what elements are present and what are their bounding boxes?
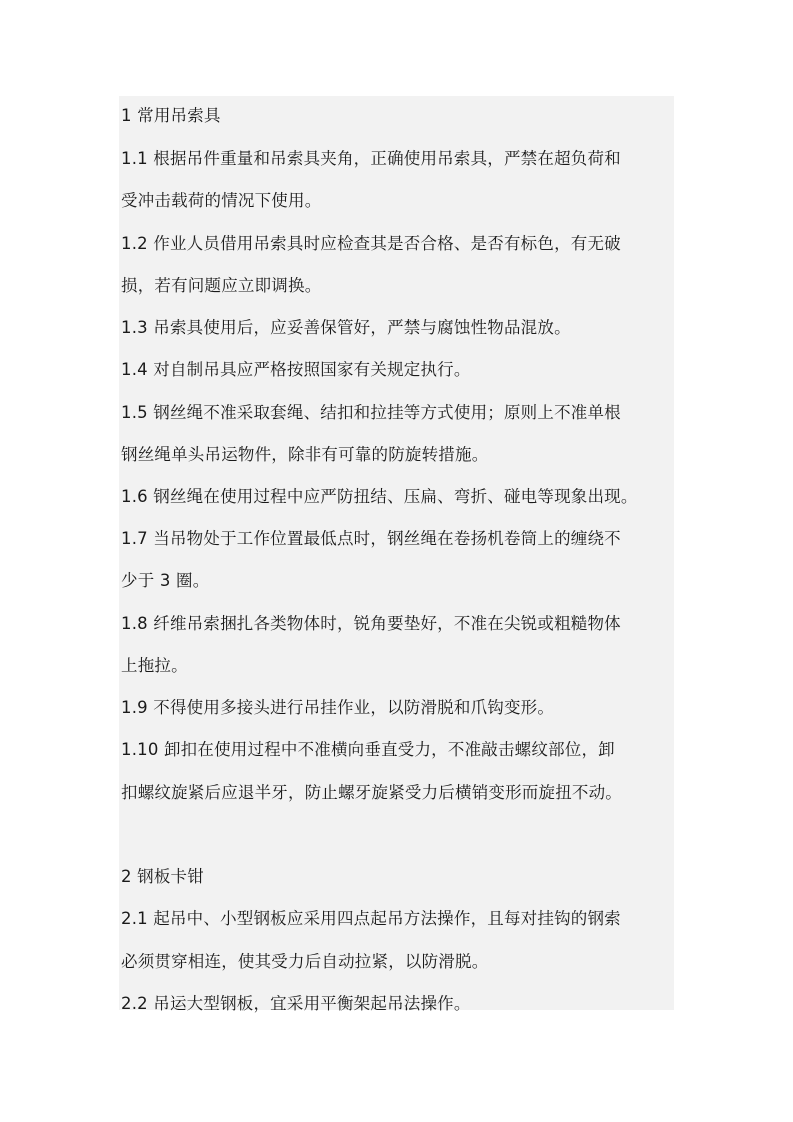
text-line-1-7b: 少于 3 圈。 [121, 571, 210, 590]
text-line-1-10b: 扣螺纹旋紧后应退半牙，防止螺牙旋紧受力后横销变形而旋扭不动。 [121, 783, 622, 802]
text-line-2-2: 2.2 吊运大型钢板，宜采用平衡架起吊法操作。 [121, 994, 471, 1013]
text-line-1-5b: 钢丝绳单头吊运物件，除非有可靠的防旋转措施。 [121, 445, 489, 464]
text-line-1-8a: 1.8 纤维吊索捆扎各类物体时，锐角要垫好，不准在尖锐或粗糙物体 [121, 614, 621, 633]
text-line-1-8b: 上拖拉。 [121, 656, 188, 675]
heading-section-1: 1 常用吊索具 [121, 106, 221, 125]
text-line-1-9: 1.9 不得使用多接头进行吊挂作业，以防滑脱和爪钩变形。 [121, 698, 555, 717]
text-line-2-1a: 2.1 起吊中、小型钢板应采用四点起吊方法操作，且每对挂钩的钢索 [121, 909, 621, 928]
text-line-2-1b: 必须贯穿相连，使其受力后自动拉紧，以防滑脱。 [121, 952, 489, 971]
text-line-1-3: 1.3 吊索具使用后，应妥善保管好，严禁与腐蚀性物品混放。 [121, 318, 571, 337]
text-line-1-1b: 受冲击载荷的情况下使用。 [121, 191, 322, 210]
heading-section-2: 2 钢板卡钳 [121, 867, 204, 886]
text-line-1-5a: 1.5 钢丝绳不准采取套绳、结扣和拉挂等方式使用；原则上不准单根 [121, 403, 621, 422]
text-line-1-10a: 1.10 卸扣在使用过程中不准横向垂直受力，不准敲击螺纹部位，卸 [121, 740, 615, 759]
text-line-1-2b: 损，若有问题应立即调换。 [121, 276, 322, 295]
text-line-1-7a: 1.7 当吊物处于工作位置最低点时，钢丝绳在卷扬机卷筒上的缠绕不 [121, 529, 621, 548]
text-line-1-4: 1.4 对自制吊具应严格按照国家有关规定执行。 [121, 360, 471, 379]
text-line-1-6: 1.6 钢丝绳在使用过程中应严防扭结、压扁、弯折、碰电等现象出现。 [121, 487, 638, 506]
text-line-1-2a: 1.2 作业人员借用吊索具时应检查其是否合格、是否有标色，有无破 [121, 234, 621, 253]
text-line-1-1a: 1.1 根据吊件重量和吊索具夹角，正确使用吊索具，严禁在超负荷和 [121, 149, 621, 168]
